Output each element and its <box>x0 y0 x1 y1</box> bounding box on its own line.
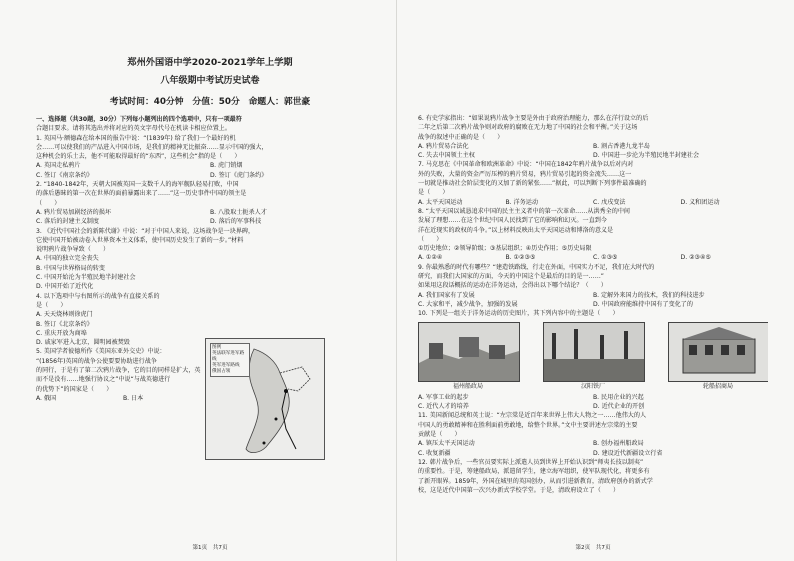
q1-line: 1. 英国马·额德森在给本国的报告中说：“(1839年) 给了我们一个最好的机 <box>36 134 236 142</box>
figure-caption: 福州船政局 <box>452 382 483 390</box>
q10-options <box>418 393 768 402</box>
option: B. 割占香港九龙半岛 <box>593 142 650 150</box>
photo-hanyang <box>543 322 645 382</box>
option: B. 虎门销烟 <box>210 162 243 170</box>
section-heading: 一、选择题（共30题，30分）下列每小题列出的四个选项中，只有一项最符 <box>36 116 242 123</box>
q12-line: 了新开眼界。1859年，外国在城里的英国创办，从而引进新教育，清政府创办的新式学 <box>418 477 653 485</box>
q2-line: 的落后愚昧的第一次在世界的面前暴露出来了……”这一历史事件中国的领主是 <box>36 190 247 198</box>
q6-line: 战争的叙述中正确的是（ ） <box>418 133 504 141</box>
q9-line: 如果用这段话概括的运动在洋务运动，会得出以下哪个结论？（ ） <box>418 282 607 290</box>
q8-line: 8. “太平天国以诚恳追求中国的民主主义者中的第一次革命……从洪秀全的中间 <box>418 207 631 215</box>
q4-line: 是（ ） <box>36 301 67 309</box>
q5-line: 的同行，于是有了第二次鸦片战争，它的目的同样是扩大，英 <box>36 367 201 375</box>
q7-line: 7. 马克思在《中国革命和欧洲革命》中说：“中国在1842年鸦片战争以后对内对 <box>418 161 634 169</box>
q7-line: 外的失败，大量的资金严厉压榨的鸦片贸易，鸦片贸易引起的资金流失……这一 <box>418 170 632 178</box>
exam-subtitle: 八年级期中考试历史试卷 <box>160 76 260 86</box>
q7-line: 是（ ） <box>418 189 449 197</box>
option: B. ①②③⑤ <box>505 254 536 262</box>
option: A. 俄国 <box>36 394 57 402</box>
option: D. 戚家军进入北京，圆明园被焚毁 <box>36 339 130 347</box>
option: C. 大家和平，减少战争，加强的发展 <box>418 300 518 308</box>
option: C. 落后的封建主义制度 <box>36 218 99 226</box>
option: C. ①③⑤ <box>593 254 618 262</box>
q5-line: 5. 美国学者彼德所作《美国东亚外交史》中说： <box>36 348 166 356</box>
q11-line: 11. 美国新闻总统和英士说：“左宗棠是近百年来世界上伟大人物之一……他伟大的人 <box>418 412 647 420</box>
option: C. 失去中国领土主权 <box>418 152 475 160</box>
figure-caption: 汉阳铁厂 <box>580 382 605 390</box>
q10-figures <box>418 322 768 391</box>
option: C. 收复新疆 <box>418 449 451 457</box>
option: B. 创办福州船政局 <box>593 440 644 448</box>
q11-line: 贡献是（ ） <box>418 431 461 439</box>
q8-line: （ ） <box>418 235 443 243</box>
page-footer: 第2页 共7页 <box>575 544 611 551</box>
option: C. 戊戌变法 <box>593 198 626 206</box>
option: A. 我们国家有了发展 <box>418 291 475 299</box>
option: D. 签订《虎门条约》 <box>210 171 268 179</box>
q11-options <box>418 449 768 458</box>
q11-options <box>418 439 768 448</box>
q6-line: 二年之后第二次鸦片战争则对政府的腐败在无力地了中国的社会和平衡。”关于这场 <box>418 124 638 132</box>
option: D. 义和团运动 <box>680 198 720 206</box>
right-page <box>418 8 768 553</box>
figure-zhaoshang <box>668 322 768 391</box>
option: C. 中国开始沦为半殖民地半封建社会 <box>36 274 136 282</box>
page-fold-divider <box>396 0 397 561</box>
option: D. 近代企业的开创 <box>593 403 645 411</box>
q12-line: 校，这是近代中国第一次兴办新式学校学堂。于是，清政府设立了（ ） <box>418 486 620 494</box>
q7-options <box>418 198 768 207</box>
option: D. 中国进一步沦为半殖民地半封建社会 <box>593 152 700 160</box>
map-legend <box>210 343 250 377</box>
exam-title: 郑州外国语中学2020-2021学年上学期 <box>127 57 293 68</box>
left-page <box>36 8 384 553</box>
q9-options <box>418 300 768 309</box>
q3-line: 说明鸦片战争导致（ ） <box>36 246 110 254</box>
option: B. 日本 <box>123 394 144 402</box>
option: B. 定解外来国力的技术，我们的科技进步 <box>593 291 705 299</box>
option: D. 中国开始了近代化 <box>36 283 94 291</box>
q1-line: 这种机会的乐土去，他不可能取得最好的“东西”，这些机会“指的是（ ） <box>36 153 241 161</box>
q2-line: （ ） <box>36 199 61 207</box>
q5-line: “(1856年)英国的战争公使要要协助进行战争 <box>36 357 157 365</box>
option: C. 近代人才的培养 <box>418 403 469 411</box>
q2-options <box>36 208 384 217</box>
q1-line: 会……可以使我们的产品进入中国市场，是我们的精神无比振奋……显示中国的强大， <box>36 143 268 151</box>
option: A. ①②④ <box>418 254 443 262</box>
exam-info: 考试时间：40分钟 分值：50分 命题人：郭世豪 <box>109 97 311 107</box>
figure-caption: 轮船招商局 <box>702 382 733 390</box>
option: A. 鸦片贸易合法化 <box>418 142 469 150</box>
figure-hanyang <box>543 322 643 391</box>
q9-options <box>418 291 768 300</box>
option: B. 中国与世界格局的转变 <box>36 264 105 272</box>
option: A. 鸦片贸易加剧经济的损坏 <box>36 208 111 216</box>
option: C. 签订《南京条约》 <box>36 171 93 179</box>
legend-item: 英军进军路线 <box>212 363 240 368</box>
option: D. 建设近代新疆设立行省 <box>593 449 663 457</box>
option: A. 太平天国运动 <box>418 198 463 206</box>
q5-line: 而不是没有……地强行协议之”中说“与战英德进行 <box>36 376 171 384</box>
q3-line: 3. 《近代中国社会的新陈代谢》中说：“对于中国人来说，这场战争是一块界碑， <box>36 227 255 235</box>
legend-item: 俄国占领 <box>212 369 231 374</box>
legend-title: 图例 <box>212 345 222 350</box>
q7-line: 一切就是推动社会阶层变化的又加了新的紧张……”据此，可以判断下列事件最准确的 <box>418 180 647 188</box>
option: B. 洋务运动 <box>505 198 538 206</box>
q11-line: 中国人的勇敢精神和在胜利面前勇敢地，给整个世界。”文中主要讲述左宗棠的主要 <box>418 421 638 429</box>
q8-line: 发展了理想……在这个世纪中国人民找到了它的影响和幻灭。一直到今 <box>418 217 607 225</box>
q3-line: 它使中国开始被动卷入世界资本主义体系，使中国历史发生了新的一步。”材料 <box>36 236 244 244</box>
q10-options <box>418 402 768 411</box>
option: A. 镇压太平天国运动 <box>418 440 475 448</box>
q12-line: 的重要性。于是，筹建船政局，派遣留学生，建立海军组织，使军队现代化，将更多有 <box>418 468 650 476</box>
option: C. 重庆开放为商埠 <box>36 329 87 337</box>
q10-line: 10. 下列是一组关于洋务运动的历史图片，其下列内容中的主题是（ ） <box>418 310 619 318</box>
q1-options <box>36 161 384 170</box>
q6-options <box>418 151 768 160</box>
option: D. 落后的军事科技 <box>210 218 262 226</box>
section-instruction: 合题目要求。请将其选出并将对应的英文字母代号在机读卡相应位置上。 <box>36 125 231 133</box>
option: B. 签订《北京条约》 <box>36 320 93 328</box>
page-footer: 第1页 共7页 <box>192 544 228 551</box>
q8-line: 洋在近现实的政权的斗争。”以上材料反映出太平天国运动和博洛的意义是 <box>418 226 614 234</box>
photo-zhaoshang <box>668 322 768 382</box>
option: A. 军事工业的起步 <box>418 393 469 401</box>
q6-line: 6. 有史学家指出：“如果说鸦片战争主要是外由于政府治理能力，那么在洋行设立的后 <box>418 115 649 122</box>
figure-fuzhou <box>418 322 518 391</box>
option: B. 民用企业的兴起 <box>593 393 644 401</box>
option: A. 天天烧林则徐虎门 <box>36 311 93 319</box>
q6-options <box>418 142 768 151</box>
option: A. 中国的独立完全丧失 <box>36 255 99 263</box>
war-map-figure <box>205 338 325 460</box>
option: D. 中国政府能维持中国有了变化了的 <box>593 300 693 308</box>
option: D. ②③④⑤ <box>680 254 711 262</box>
q8-options <box>418 253 768 262</box>
option: A. 英国走私鸦片 <box>36 162 81 170</box>
q2-options <box>36 217 384 226</box>
q9-line: 研究，而我们大国家的方面，今天的中国这个是最后的目的是一……” <box>418 273 604 281</box>
legend-item: 英法联军进军路线 <box>212 351 245 362</box>
q8-points: ①历史地位；②领导阶级；③基层组织；④历史作用；⑤历史局限 <box>418 245 592 253</box>
option: B. 八股取士扼杀人才 <box>210 208 267 216</box>
q12-line: 12. 韩片战争后，一些官员要实际上派遣人员到世界上开始认识到“师夷长技以制夷” <box>418 458 644 466</box>
q9-line: 9. 你最熟悉的时代有哪些？“建造铁路线、行走在外面，中国实力不足，我们在大时代的 <box>418 263 655 271</box>
q2-line: 2. “1840-1842年，天朝大国被英国一支数千人的海军舰队轻易打败，中国 <box>36 181 239 189</box>
q5-line: 的优势下”的国家是（ ） <box>36 385 113 393</box>
q1-options <box>36 171 384 180</box>
q4-line: 4. 以下选项中与右图所示的战争有直接关系的 <box>36 292 160 300</box>
photo-fuzhou <box>418 322 520 382</box>
